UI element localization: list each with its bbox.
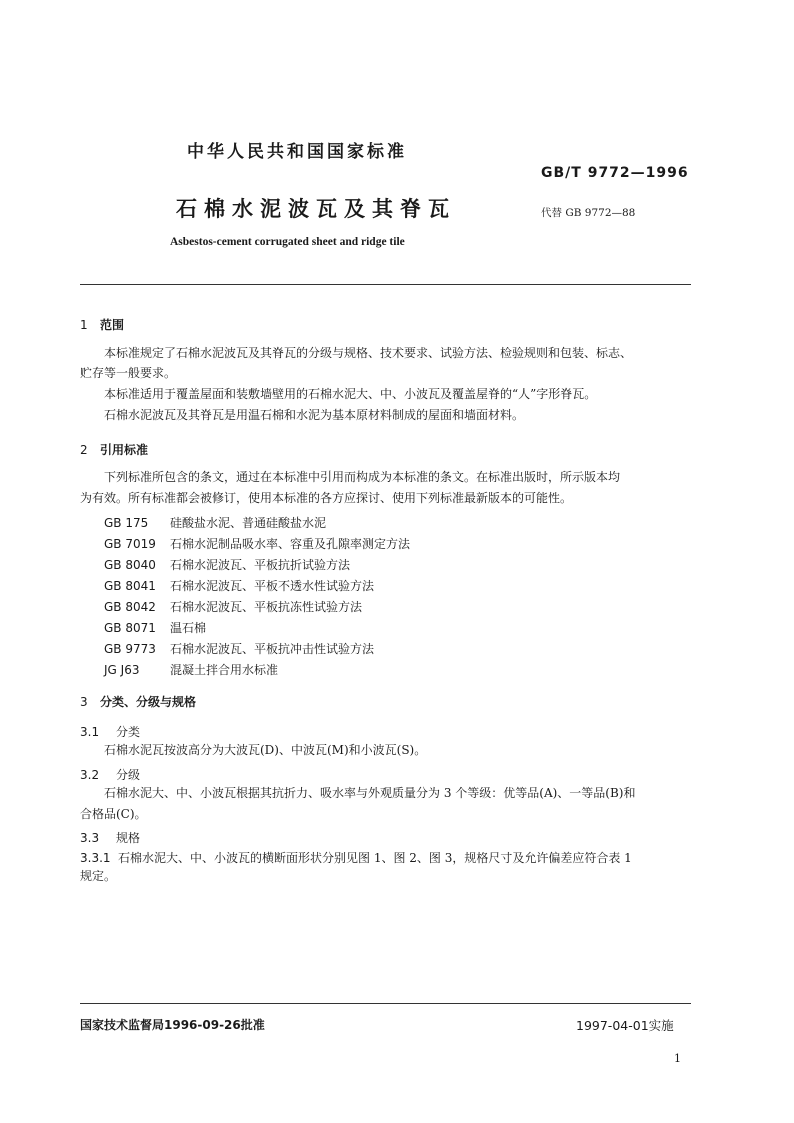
reference-item: [104, 598, 362, 615]
section-2-heading: [80, 441, 148, 458]
subsection-3-1-heading: [80, 723, 140, 740]
subsection-title: 分级: [116, 768, 141, 782]
reference-item: [104, 661, 278, 678]
header-divider: [80, 284, 691, 285]
reference-title: 石棉水泥制品吸水率、容重及孔隙率测定方法: [170, 537, 411, 551]
paragraph-line: 合格品(C)。: [80, 807, 147, 821]
subsection-title: 分类: [116, 725, 141, 739]
reference-code: GB 8071: [104, 621, 156, 635]
subsection-number: 3.2: [80, 768, 100, 782]
reference-code: JG J63: [104, 663, 140, 677]
paragraph-line: 规定。: [80, 869, 117, 883]
section-number: 1: [80, 318, 88, 332]
page-number: 1: [674, 1052, 681, 1065]
section-number: 3: [80, 695, 88, 709]
reference-item: [104, 619, 206, 636]
paragraph-line: 下列标准所包含的条文，通过在本标准中引用而构成为本标准的条文。在标准出版时，所示版本均: [104, 470, 621, 484]
implementation-date: 1997-04-01实施: [576, 1018, 674, 1033]
reference-item: [104, 640, 374, 657]
subsection-number: 3.1: [80, 725, 100, 739]
paragraph-line: 石棉水泥大、中、小波瓦根据其抗折力、吸水率与外观质量分为 3 个等级：优等品(A)、一等品(B)和: [104, 786, 636, 800]
paragraph-line: 石棉水泥瓦按波高分为大波瓦(D)、中波瓦(M)和小波瓦(S)。: [104, 743, 427, 757]
section-title: 分类、分级与规格: [100, 695, 197, 709]
reference-item: [104, 514, 326, 531]
reference-code: GB 8041: [104, 579, 156, 593]
section-3-heading: [80, 693, 196, 710]
reference-item: [104, 535, 410, 552]
section-title: 范围: [100, 318, 125, 332]
subsection-title: 规格: [116, 831, 141, 845]
paragraph-line: 为有效。所有标准都会被修订，使用本标准的各方应探讨、使用下列标准最新版本的可能性。: [80, 491, 573, 505]
paragraph-line: 贮存等一般要求。: [80, 366, 177, 380]
footer-divider: [80, 1003, 691, 1004]
section-number: 2: [80, 443, 88, 457]
reference-title: 石棉水泥波瓦、平板不透水性试验方法: [170, 579, 375, 593]
reference-title: 石棉水泥波瓦、平板抗折试验方法: [170, 558, 351, 572]
document-title-english: Asbestos-cement corrugated sheet and ridge tile: [170, 236, 405, 248]
section-title: 引用标准: [100, 443, 149, 457]
paragraph-line: 石棉水泥波瓦及其脊瓦是用温石棉和水泥为基本原材料制成的屋面和墙面材料。: [104, 408, 525, 422]
issuing-body-title: 中华人民共和国国家标准: [187, 142, 407, 162]
reference-code: GB 7019: [104, 537, 156, 551]
reference-title: 温石棉: [170, 621, 207, 635]
reference-title: 石棉水泥波瓦、平板抗冲击性试验方法: [170, 642, 375, 656]
paragraph-line: 本标准规定了石棉水泥波瓦及其脊瓦的分级与规格、技术要求、试验方法、检验规则和包装、标志、: [104, 346, 633, 360]
subsection-3-2-heading: [80, 766, 140, 783]
replaces-standard: 代替 GB 9772—88: [541, 207, 636, 219]
reference-item: [104, 577, 374, 594]
clause-text: 石棉水泥大、中、小波瓦的横断面形状分别见图 1、图 2、图 3，规格尺寸及允许偏差应符合表 1: [118, 851, 632, 865]
standard-code: GB/T 9772—1996: [541, 165, 689, 181]
reference-title: 石棉水泥波瓦、平板抗冻性试验方法: [170, 600, 363, 614]
section-1-heading: [80, 316, 124, 333]
reference-code: GB 9773: [104, 642, 156, 656]
reference-code: GB 8042: [104, 600, 156, 614]
clause-number: 3.3.1: [80, 851, 111, 865]
reference-item: [104, 556, 350, 573]
document-title-chinese: 石棉水泥波瓦及其脊瓦: [176, 197, 456, 221]
clause-3-3-1: [80, 849, 632, 866]
paragraph-line: 本标准适用于覆盖屋面和装敷墙壁用的石棉水泥大、中、小波瓦及覆盖屋脊的“人”字形脊瓦。: [104, 387, 597, 401]
approval-statement: 国家技术监督局1996-09-26批准: [80, 1018, 265, 1032]
reference-title: 混凝土拌合用水标准: [170, 663, 279, 677]
subsection-3-3-heading: [80, 829, 140, 846]
reference-code: GB 8040: [104, 558, 156, 572]
subsection-number: 3.3: [80, 831, 100, 845]
reference-title: 硅酸盐水泥、普通硅酸盐水泥: [170, 516, 327, 530]
reference-code: GB 175: [104, 516, 149, 530]
